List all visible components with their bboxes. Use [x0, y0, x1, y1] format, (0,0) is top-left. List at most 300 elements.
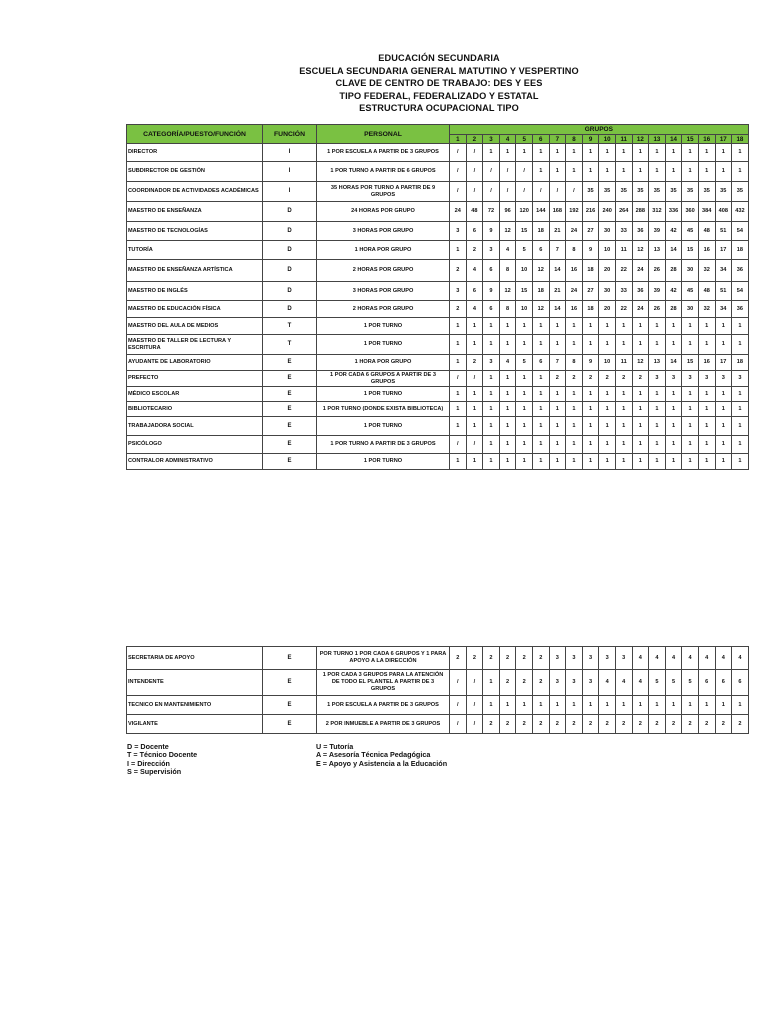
category-cell: VIGILANTE: [127, 715, 263, 734]
group-value-cell: 4: [715, 647, 732, 670]
group-value-cell: 2: [649, 715, 666, 734]
group-value-cell: 1: [566, 436, 583, 454]
title-line: ESCUELA SECUNDARIA GENERAL MATUTINO Y VESPERTINO: [299, 65, 579, 76]
group-value-cell: /: [450, 715, 467, 734]
group-value-cell: 1: [715, 144, 732, 162]
group-value-cell: 1: [632, 696, 649, 715]
group-value-cell: 3: [566, 647, 583, 670]
group-value-cell: 1: [566, 335, 583, 355]
group-value-cell: 6: [483, 260, 500, 282]
group-value-cell: 1: [532, 371, 549, 387]
group-value-cell: 1: [615, 162, 632, 182]
table-row: [127, 182, 749, 202]
personal-cell: 1 POR TURNO: [317, 417, 450, 436]
table-row: [127, 260, 749, 282]
category-cell: TUTORÍA: [127, 241, 263, 260]
group-value-cell: 2: [516, 715, 533, 734]
category-cell: PSICÓLOGO: [127, 436, 263, 454]
group-value-cell: 1: [450, 454, 467, 470]
category-cell: TECNICO EN MANTENIMIENTO: [127, 696, 263, 715]
group-value-cell: 1: [582, 417, 599, 436]
group-value-cell: 1: [682, 402, 699, 417]
group-value-cell: 3: [549, 670, 566, 696]
group-value-cell: 48: [698, 222, 715, 241]
group-value-cell: 3: [450, 222, 467, 241]
group-value-cell: 8: [499, 260, 516, 282]
group-value-cell: 1: [665, 318, 682, 335]
table-row: [127, 647, 749, 670]
group-value-cell: 3: [483, 355, 500, 371]
group-number-cell: 5: [516, 135, 533, 144]
group-value-cell: 3: [599, 647, 616, 670]
group-number-cell: 6: [532, 135, 549, 144]
group-value-cell: 1: [682, 318, 699, 335]
group-value-cell: 312: [649, 202, 666, 222]
function-cell: E: [263, 371, 317, 387]
group-value-cell: 1: [649, 696, 666, 715]
group-value-cell: 1: [483, 387, 500, 402]
group-value-cell: 1: [516, 402, 533, 417]
personal-cell: 1 POR TURNO: [317, 335, 450, 355]
category-cell: INTENDENTE: [127, 670, 263, 696]
group-value-cell: 1: [615, 436, 632, 454]
group-value-cell: 1: [516, 436, 533, 454]
function-cell: E: [263, 417, 317, 436]
group-value-cell: 1: [549, 387, 566, 402]
group-value-cell: 1: [698, 417, 715, 436]
group-value-cell: 96: [499, 202, 516, 222]
group-value-cell: 14: [665, 355, 682, 371]
group-value-cell: 1: [582, 318, 599, 335]
group-value-cell: 1: [582, 402, 599, 417]
group-value-cell: 1: [566, 402, 583, 417]
personal-cell: 35 HORAS POR TURNO A PARTIR DE 9 GRUPOS: [317, 182, 450, 202]
category-cell: MAESTRO DE ENSEÑANZA ARTÍSTICA: [127, 260, 263, 282]
group-value-cell: 13: [649, 241, 666, 260]
personal-cell: 1 POR TURNO (DONDE EXISTA BIBLIOTECA): [317, 402, 450, 417]
group-value-cell: 28: [665, 260, 682, 282]
function-cell: E: [263, 387, 317, 402]
group-value-cell: 1: [532, 162, 549, 182]
group-value-cell: 16: [698, 355, 715, 371]
group-value-cell: 18: [582, 301, 599, 318]
personal-cell: POR TURNO 1 POR CADA 6 GRUPOS Y 1 PARA APOYO A LA DIRECCIÓN: [317, 647, 450, 670]
group-value-cell: 1: [682, 335, 699, 355]
group-value-cell: /: [450, 670, 467, 696]
group-value-cell: 1: [682, 436, 699, 454]
group-value-cell: 1: [715, 402, 732, 417]
group-value-cell: 1: [566, 162, 583, 182]
group-value-cell: 32: [698, 301, 715, 318]
group-value-cell: 1: [615, 696, 632, 715]
personal-cell: 3 HORAS POR GRUPO: [317, 222, 450, 241]
group-value-cell: 1: [698, 387, 715, 402]
group-value-cell: 34: [715, 301, 732, 318]
group-value-cell: 192: [566, 202, 583, 222]
title-line: CLAVE DE CENTRO DE TRABAJO: DES Y EES: [335, 78, 543, 89]
group-value-cell: /: [450, 436, 467, 454]
group-value-cell: 360: [682, 202, 699, 222]
header-personal: PERSONAL: [317, 125, 450, 144]
group-value-cell: 1: [665, 402, 682, 417]
group-value-cell: 2: [450, 647, 467, 670]
group-value-cell: 1: [732, 454, 749, 470]
group-value-cell: 12: [532, 260, 549, 282]
group-value-cell: 11: [615, 355, 632, 371]
group-value-cell: 4: [732, 647, 749, 670]
group-value-cell: 24: [450, 202, 467, 222]
group-number-cell: 2: [466, 135, 483, 144]
group-value-cell: 15: [516, 222, 533, 241]
group-value-cell: 1: [599, 696, 616, 715]
personal-cell: 2 HORAS POR GRUPO: [317, 260, 450, 282]
group-value-cell: /: [499, 182, 516, 202]
group-value-cell: 1: [632, 162, 649, 182]
group-value-cell: 9: [483, 222, 500, 241]
legend-right: [316, 743, 447, 768]
group-value-cell: 1: [549, 335, 566, 355]
group-value-cell: 35: [615, 182, 632, 202]
group-value-cell: 35: [599, 182, 616, 202]
group-value-cell: 16: [566, 301, 583, 318]
header-categoria: CATEGORÍA/PUESTO/FUNCIÓN: [127, 125, 263, 144]
group-number-cell: 17: [715, 135, 732, 144]
document-title-block: [0, 52, 768, 115]
group-value-cell: 4: [615, 670, 632, 696]
table-row: [127, 417, 749, 436]
group-value-cell: 2: [532, 647, 549, 670]
group-value-cell: 1: [582, 335, 599, 355]
function-cell: D: [263, 282, 317, 301]
group-value-cell: 10: [516, 260, 533, 282]
group-value-cell: 4: [632, 670, 649, 696]
group-number-cell: 3: [483, 135, 500, 144]
group-value-cell: 1: [715, 162, 732, 182]
category-cell: MÉDICO ESCOLAR: [127, 387, 263, 402]
group-value-cell: 1: [698, 402, 715, 417]
group-value-cell: 51: [715, 282, 732, 301]
group-value-cell: 2: [599, 715, 616, 734]
table-body-main: [127, 144, 749, 470]
group-value-cell: 16: [698, 241, 715, 260]
personal-cell: 1 POR TURNO: [317, 454, 450, 470]
group-value-cell: 1: [632, 144, 649, 162]
group-value-cell: 1: [499, 335, 516, 355]
category-cell: SECRETARIA DE APOYO: [127, 647, 263, 670]
group-value-cell: 14: [549, 301, 566, 318]
group-value-cell: 1: [665, 417, 682, 436]
group-value-cell: 1: [516, 387, 533, 402]
group-value-cell: 1: [599, 387, 616, 402]
group-value-cell: 1: [732, 162, 749, 182]
group-value-cell: 1: [466, 402, 483, 417]
group-value-cell: 1: [549, 402, 566, 417]
group-value-cell: /: [483, 162, 500, 182]
group-value-cell: 1: [682, 696, 699, 715]
group-value-cell: 1: [532, 335, 549, 355]
group-value-cell: 9: [582, 241, 599, 260]
group-value-cell: 3: [698, 371, 715, 387]
group-value-cell: /: [466, 436, 483, 454]
group-value-cell: 2: [549, 371, 566, 387]
function-cell: E: [263, 696, 317, 715]
group-value-cell: 1: [516, 335, 533, 355]
table-row: [127, 454, 749, 470]
function-cell: E: [263, 670, 317, 696]
group-value-cell: 1: [582, 387, 599, 402]
group-value-cell: 1: [649, 387, 666, 402]
group-value-cell: /: [532, 182, 549, 202]
group-value-cell: 2: [499, 715, 516, 734]
group-value-cell: 2: [632, 371, 649, 387]
personal-cell: 1 POR TURNO A PARTIR DE 6 GRUPOS: [317, 162, 450, 182]
group-value-cell: 4: [499, 241, 516, 260]
group-value-cell: 1: [732, 696, 749, 715]
group-value-cell: 1: [450, 318, 467, 335]
group-value-cell: 1: [549, 144, 566, 162]
table-row: [127, 436, 749, 454]
function-cell: E: [263, 715, 317, 734]
group-value-cell: 1: [499, 144, 516, 162]
group-number-cell: 11: [615, 135, 632, 144]
group-value-cell: 1: [450, 387, 467, 402]
group-value-cell: 15: [516, 282, 533, 301]
group-value-cell: 2: [516, 670, 533, 696]
group-value-cell: 17: [715, 355, 732, 371]
group-number-cell: 16: [698, 135, 715, 144]
group-value-cell: 2: [483, 715, 500, 734]
group-value-cell: 1: [532, 144, 549, 162]
group-value-cell: 1: [582, 144, 599, 162]
category-cell: MAESTRO DEL AULA DE MEDIOS: [127, 318, 263, 335]
group-value-cell: 1: [532, 402, 549, 417]
group-value-cell: 1: [698, 162, 715, 182]
table-row: [127, 202, 749, 222]
group-value-cell: 264: [615, 202, 632, 222]
group-value-cell: 4: [499, 355, 516, 371]
group-value-cell: 18: [582, 260, 599, 282]
group-value-cell: 1: [499, 402, 516, 417]
group-value-cell: 1: [665, 162, 682, 182]
staffing-table-main: [126, 124, 749, 470]
group-value-cell: 120: [516, 202, 533, 222]
group-value-cell: 2: [532, 670, 549, 696]
group-value-cell: 1: [566, 318, 583, 335]
group-value-cell: 1: [450, 241, 467, 260]
group-value-cell: 3: [566, 670, 583, 696]
function-cell: D: [263, 222, 317, 241]
group-value-cell: 1: [615, 454, 632, 470]
group-value-cell: 1: [715, 436, 732, 454]
group-value-cell: 1: [483, 436, 500, 454]
group-value-cell: 1: [649, 162, 666, 182]
group-value-cell: 7: [549, 241, 566, 260]
group-value-cell: /: [450, 144, 467, 162]
group-value-cell: 432: [732, 202, 749, 222]
personal-cell: 1 HORA POR GRUPO: [317, 355, 450, 371]
table-row: [127, 696, 749, 715]
group-value-cell: 1: [532, 318, 549, 335]
table-row: [127, 282, 749, 301]
group-value-cell: 1: [582, 696, 599, 715]
group-value-cell: 336: [665, 202, 682, 222]
group-value-cell: 408: [715, 202, 732, 222]
table-row: [127, 144, 749, 162]
group-value-cell: 6: [466, 282, 483, 301]
group-value-cell: 12: [632, 241, 649, 260]
group-value-cell: /: [499, 162, 516, 182]
group-value-cell: 1: [516, 318, 533, 335]
group-value-cell: 288: [632, 202, 649, 222]
category-cell: MAESTRO DE TALLER DE LECTURA Y ESCRITURA: [127, 335, 263, 355]
group-value-cell: 33: [615, 282, 632, 301]
legend-item: E = Apoyo y Asistencia a la Educación: [316, 758, 448, 768]
function-cell: T: [263, 318, 317, 335]
group-value-cell: 10: [599, 241, 616, 260]
group-value-cell: 45: [682, 222, 699, 241]
group-value-cell: 28: [665, 301, 682, 318]
group-value-cell: 1: [483, 318, 500, 335]
group-value-cell: 1: [632, 454, 649, 470]
group-value-cell: 1: [582, 436, 599, 454]
group-value-cell: 1: [665, 436, 682, 454]
group-number-cell: 15: [682, 135, 699, 144]
group-value-cell: 1: [615, 144, 632, 162]
group-value-cell: 30: [682, 260, 699, 282]
title-line: TIPO FEDERAL, FEDERALIZADO Y ESTATAL: [339, 90, 539, 101]
legend-item: T = Técnico Docente: [127, 750, 198, 760]
group-value-cell: 1: [682, 417, 699, 436]
group-value-cell: 35: [649, 182, 666, 202]
group-value-cell: 5: [516, 241, 533, 260]
function-cell: T: [263, 335, 317, 355]
group-value-cell: 6: [483, 301, 500, 318]
group-value-cell: 1: [582, 162, 599, 182]
group-value-cell: 2: [450, 260, 467, 282]
group-value-cell: 2: [483, 647, 500, 670]
group-value-cell: 3: [649, 371, 666, 387]
personal-cell: 1 POR TURNO A PARTIR DE 3 GRUPOS: [317, 436, 450, 454]
group-value-cell: 51: [715, 222, 732, 241]
group-value-cell: 2: [732, 715, 749, 734]
personal-cell: 3 HORAS POR GRUPO: [317, 282, 450, 301]
group-value-cell: 22: [615, 301, 632, 318]
group-value-cell: 1: [715, 417, 732, 436]
group-value-cell: 5: [516, 355, 533, 371]
group-value-cell: 18: [532, 282, 549, 301]
group-value-cell: 5: [682, 670, 699, 696]
group-value-cell: 1: [549, 454, 566, 470]
group-value-cell: 24: [632, 301, 649, 318]
group-value-cell: 36: [732, 301, 749, 318]
group-value-cell: 15: [682, 355, 699, 371]
group-value-cell: 1: [682, 144, 699, 162]
group-value-cell: 3: [582, 647, 599, 670]
group-number-cell: 7: [549, 135, 566, 144]
table-row: [127, 387, 749, 402]
group-value-cell: 26: [649, 260, 666, 282]
group-number-cell: 18: [732, 135, 749, 144]
group-value-cell: 1: [698, 696, 715, 715]
group-value-cell: /: [466, 715, 483, 734]
personal-cell: 1 POR ESCUELA A PARTIR DE 3 GRUPOS: [317, 144, 450, 162]
group-value-cell: 2: [615, 371, 632, 387]
table-row: [127, 222, 749, 241]
group-value-cell: 30: [599, 282, 616, 301]
group-value-cell: 3: [715, 371, 732, 387]
group-value-cell: 3: [732, 371, 749, 387]
group-value-cell: 1: [698, 318, 715, 335]
legend-item: D = Docente: [127, 742, 169, 751]
group-value-cell: 11: [615, 241, 632, 260]
personal-cell: 1 POR TURNO: [317, 387, 450, 402]
group-value-cell: /: [450, 182, 467, 202]
group-value-cell: 1: [732, 387, 749, 402]
group-value-cell: 2: [582, 371, 599, 387]
category-cell: MAESTRO DE ENSEÑANZA: [127, 202, 263, 222]
personal-cell: 1 POR ESCUELA A PARTIR DE 3 GRUPOS: [317, 696, 450, 715]
group-value-cell: 2: [615, 715, 632, 734]
group-value-cell: 1: [682, 454, 699, 470]
group-value-cell: 4: [632, 647, 649, 670]
function-cell: E: [263, 647, 317, 670]
group-value-cell: 20: [599, 301, 616, 318]
category-cell: PREFECTO: [127, 371, 263, 387]
group-value-cell: /: [466, 696, 483, 715]
group-value-cell: 14: [665, 241, 682, 260]
group-value-cell: 2: [466, 241, 483, 260]
group-value-cell: 1: [732, 436, 749, 454]
table-row: [127, 241, 749, 260]
group-number-cell: 13: [649, 135, 666, 144]
group-value-cell: 1: [566, 454, 583, 470]
group-value-cell: 1: [649, 335, 666, 355]
group-value-cell: 10: [516, 301, 533, 318]
group-value-cell: 35: [682, 182, 699, 202]
group-value-cell: 1: [732, 417, 749, 436]
group-value-cell: 3: [665, 371, 682, 387]
group-value-cell: 2: [466, 355, 483, 371]
group-value-cell: 1: [715, 318, 732, 335]
group-value-cell: 2: [499, 670, 516, 696]
group-value-cell: /: [466, 670, 483, 696]
group-value-cell: 1: [632, 335, 649, 355]
group-value-cell: 42: [665, 282, 682, 301]
function-cell: E: [263, 402, 317, 417]
group-value-cell: 15: [682, 241, 699, 260]
group-value-cell: 2: [532, 715, 549, 734]
table-row: [127, 715, 749, 734]
group-value-cell: 1: [499, 318, 516, 335]
group-value-cell: 4: [466, 260, 483, 282]
group-value-cell: 168: [549, 202, 566, 222]
personal-cell: 1 POR CADA 3 GRUPOS PARA LA ATENCIÓN DE TODO EL PLANTEL A PARTIR DE 3 GRUPOS: [317, 670, 450, 696]
group-value-cell: 6: [715, 670, 732, 696]
group-value-cell: 42: [665, 222, 682, 241]
group-value-cell: 33: [615, 222, 632, 241]
group-value-cell: 1: [615, 417, 632, 436]
group-value-cell: 9: [483, 282, 500, 301]
function-cell: D: [263, 301, 317, 318]
group-value-cell: 1: [715, 387, 732, 402]
group-value-cell: 54: [732, 222, 749, 241]
category-cell: MAESTRO DE INGLÉS: [127, 282, 263, 301]
group-value-cell: /: [450, 371, 467, 387]
group-value-cell: 72: [483, 202, 500, 222]
group-value-cell: 1: [499, 454, 516, 470]
group-value-cell: 12: [499, 222, 516, 241]
group-value-cell: 4: [665, 647, 682, 670]
